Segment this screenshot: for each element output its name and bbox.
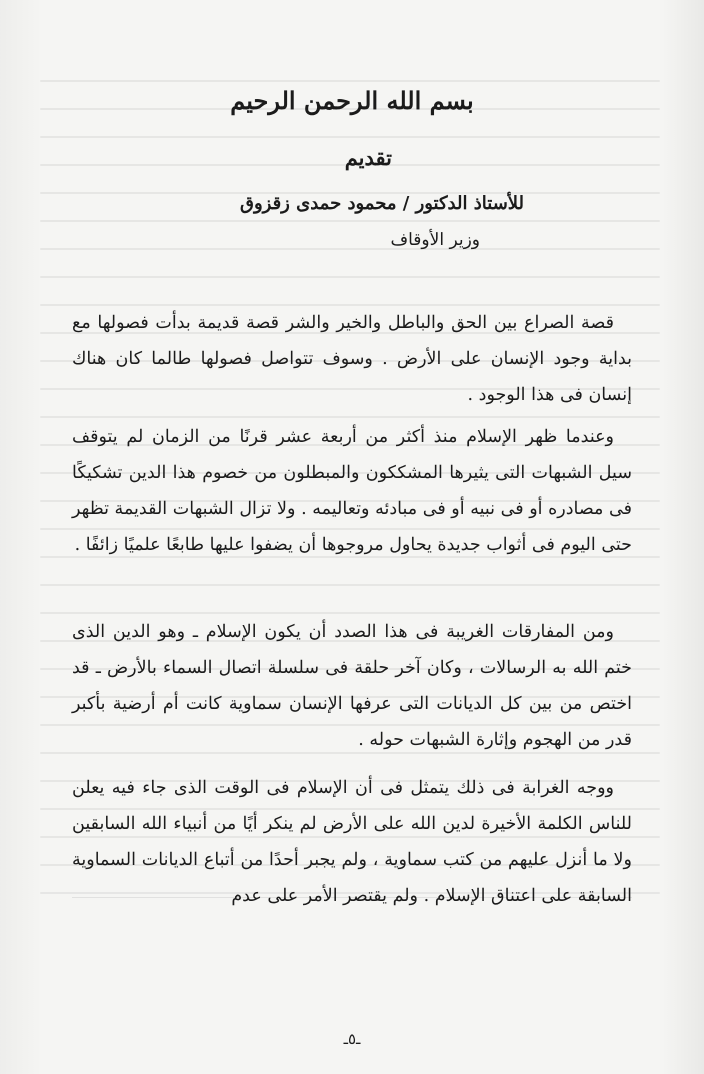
paragraph (72, 614, 632, 758)
paragraph-text: قصة الصراع بين الحق والباطل والخير والشر قصة قديمة بدأت فصولها مع بداية وجود الإنسان على الأرض . وسوف تتواصل فصولها طالما كان هناك إنسان فى هذا الوجود . (72, 313, 632, 405)
author-role: وزير الأوقاف (390, 230, 480, 250)
basmala: بسم الله الرحمن الرحيم (230, 86, 474, 115)
paragraph-text: ومن المفارقات الغريبة فى هذا الصدد أن يكون الإسلام ـ وهو الدين الذى ختم الله به الرسالات ، وكان آخر حلقة فى سلسلة اتصال السماء بالأرض ـ قد اختص من بين كل الديانات التى عرفها الإنسان سماوية كانت أم أرضية بأكبر قدر من الهجوم وإثارة الشبهات حوله . (72, 622, 632, 750)
paragraph-text: وعندما ظهر الإسلام منذ أكثر من أربعة عشر قرنًا من الزمان لم يتوقف سيل الشبهات التى يثيرها المشككون والمبطلون من خصوم هذا الدين تشكيكًا فى مصادره أو فى نبيه أو فى مبادئه وتعاليمه . ولا تزال الشبهات القديمة تظهر حتى اليوم فى أثواب جديدة يحاول مروجوها أن يضفوا عليها طابعًا علميًا زائفًا . (72, 427, 632, 555)
paragraph (72, 770, 632, 914)
paragraph-text: ووجه الغرابة فى ذلك يتمثل فى أن الإسلام فى الوقت الذى جاء فيه يعلن للناس الكلمة الأخيرة لدين الله على الأرض لم ينكر أيًا من أنبياء الله السابقين ولا ما أنزل عليهم من كتب سماوية ، ولم يجبر أحدًا من أتباع الديانات السماوية السابقة على اعتناق الإسلام . ولم يقتصر الأمر على عدم (72, 778, 632, 906)
section-heading: تقديم (344, 145, 392, 170)
paragraph (72, 419, 632, 563)
author-line: للأستاذ الدكتور / محمود حمدى زقزوق (239, 193, 524, 214)
paragraph (72, 305, 632, 413)
footnote-divider (72, 897, 632, 898)
page-number: ـ٥ـ (343, 1030, 361, 1048)
